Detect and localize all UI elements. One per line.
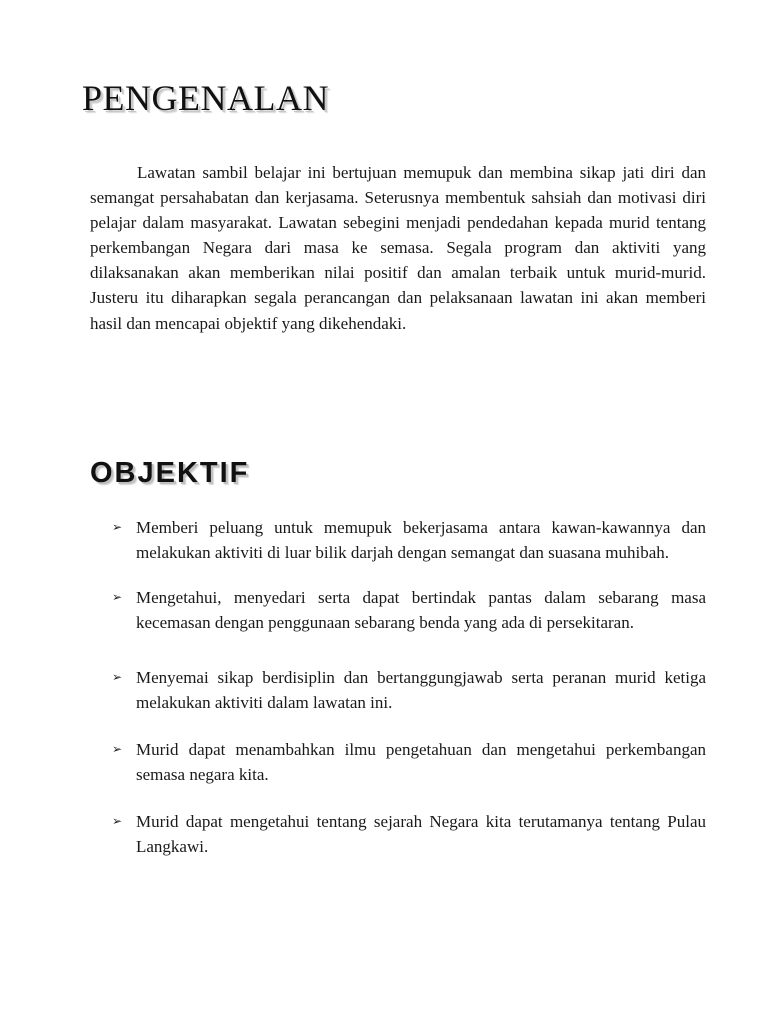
intro-paragraph-text: Lawatan sambil belajar ini bertujuan memupuk dan membina sikap jati diri dan semangat persahabatan dan kerjasama. Seterusnya membentuk sahsiah dan motivasi diri pelajar dalam masyarakat. Lawatan sebegini menjadi pendedahan kepada murid tentang perkembangan Negara dari masa ke semasa. Segala program dan aktiviti yang dilaksanakan akan memberikan nilai positif dan amalan terbaik untuk murid-murid. Justeru itu diharapkan segala perancangan dan pelaksanaan lawatan ini akan memberi hasil dan mencapai objektif yang dikehendaki. [90,163,706,333]
objectives-list [90,515,706,859]
objectives-heading: OBJEKTIF [90,457,250,489]
intro-heading: PENGENALAN [82,78,329,118]
list-item-text: Memberi peluang untuk memupuk bekerjasama antara kawan-kawannya dan melakukan aktiviti di luar bilik darjah dengan semangat dan suasana muhibah. [136,518,706,562]
list-item [90,515,706,565]
arrowhead-bullet-icon: ➢ [112,590,123,604]
list-item [90,737,706,787]
arrowhead-bullet-icon: ➢ [112,670,123,684]
arrowhead-bullet-icon: ➢ [112,742,123,756]
list-item [90,809,706,859]
intro-paragraph [90,160,706,336]
list-item [90,585,706,635]
list-item-text: Mengetahui, menyedari serta dapat bertindak pantas dalam sebarang masa kecemasan dengan penggunaan sebarang benda yang ada di persekitaran. [136,588,706,632]
arrowhead-bullet-icon: ➢ [112,520,123,534]
arrowhead-bullet-icon: ➢ [112,814,123,828]
list-item [90,665,706,715]
list-item-text: Murid dapat menambahkan ilmu pengetahuan dan mengetahui perkembangan semasa negara kita. [136,740,706,784]
list-item-text: Menyemai sikap berdisiplin dan bertanggungjawab serta peranan murid ketiga melakukan aktiviti dalam lawatan ini. [136,668,706,712]
list-item-text: Murid dapat mengetahui tentang sejarah Negara kita terutamanya tentang Pulau Langkawi. [136,812,706,856]
